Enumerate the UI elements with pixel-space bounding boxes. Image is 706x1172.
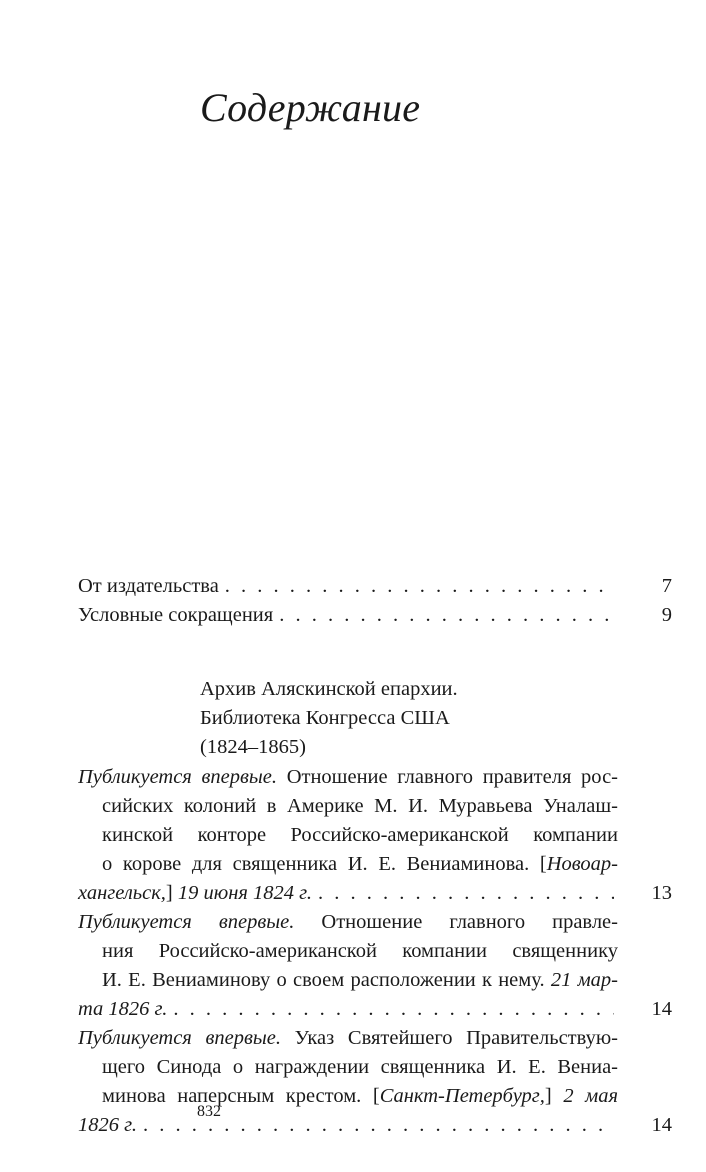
italic-text: 2 мая: [563, 1085, 618, 1107]
leader-dots: [225, 572, 614, 601]
section-heading-line: Архив Аляскинской епархии.: [200, 678, 458, 700]
toc-entry-last-line: [78, 995, 672, 1024]
toc-item-from-publisher[interactable]: [78, 572, 672, 601]
toc-entry-line: [78, 937, 618, 966]
toc-entry-line: [78, 1024, 618, 1053]
italic-text: та 1826 г.: [78, 998, 168, 1020]
italic-text: 21 мар-: [550, 969, 618, 991]
italic-text: Новоар-: [546, 853, 618, 875]
italic-text: хангельск,: [78, 882, 166, 904]
italic-text: 19 июня 1824 г.: [177, 882, 313, 904]
toc-entry-line: [78, 850, 618, 879]
italic-text: 1826 г.: [78, 1114, 137, 1136]
toc-item-title: Условные сокращения: [78, 604, 274, 626]
plain-text: Отношение главного правителя рос-: [277, 766, 618, 788]
plain-text: ния Российско-американской компании священнику: [102, 940, 618, 962]
italic-text: Публикуется впервые.: [78, 1027, 282, 1049]
leader-dots: [318, 879, 614, 908]
toc-entry-text: [78, 995, 167, 1024]
toc-entry-line: [78, 1082, 618, 1111]
section-heading: [200, 675, 458, 762]
plain-text: сийских колоний в Америке М. И. Муравьева Уналаш-: [102, 795, 618, 817]
plain-text: Указ Святейшего Правительствую-: [281, 1027, 618, 1049]
toc-item-title: От издательства: [78, 575, 219, 597]
plain-text: Отношение главного правле-: [294, 911, 618, 933]
toc-entry[interactable]: [78, 908, 672, 1024]
toc-entry-line: [78, 821, 618, 850]
toc-entry-page: 14: [651, 1114, 672, 1136]
toc-entry-text: [78, 879, 312, 908]
toc-item-page: 7: [661, 575, 672, 597]
italic-text: Публикуется впервые.: [78, 766, 278, 788]
toc-entry-line: [78, 792, 618, 821]
plain-text: ]: [544, 1085, 564, 1107]
leader-dots: [279, 601, 614, 630]
section-heading-line: Библиотека Конгресса США: [200, 707, 450, 729]
plain-text: И. Е. Вениаминову о своем расположении к нему.: [102, 969, 551, 991]
italic-text: Публикуется впервые.: [78, 911, 295, 933]
page-title: Содержание: [200, 85, 421, 130]
plain-text: о корове для священника И. Е. Вениаминова. [: [102, 853, 547, 875]
document-entries: [78, 763, 672, 1140]
toc-entry[interactable]: [78, 763, 672, 908]
plain-text: кинской конторе Российско-американской компании: [102, 824, 618, 846]
section-heading-line: (1824–1865): [200, 736, 306, 758]
plain-text: минова наперсным крестом. [: [102, 1085, 380, 1107]
toc-entry-last-line: [78, 879, 672, 908]
plain-text: щего Синода о награждении священника И. Е. Вениа-: [102, 1056, 618, 1078]
toc-entry-line: [78, 908, 618, 937]
toc-entry-page: 14: [651, 998, 672, 1020]
toc-entry-line: [78, 1053, 618, 1082]
toc-entry-text: [78, 1111, 137, 1140]
toc-entry[interactable]: [78, 1024, 672, 1140]
plain-text: ]: [165, 882, 178, 904]
toc-entry-line: [78, 966, 618, 995]
toc-item-page: 9: [661, 604, 672, 626]
leader-dots: [173, 995, 614, 1024]
front-matter-list: [78, 572, 672, 630]
italic-text: Санкт-Петербург,: [379, 1085, 545, 1107]
toc-entry-page: 13: [651, 882, 672, 904]
toc-entry-last-line: [78, 1111, 672, 1140]
toc-item-abbreviations[interactable]: [78, 601, 672, 630]
page-number: 832: [197, 1103, 221, 1120]
toc-entry-line: [78, 763, 618, 792]
